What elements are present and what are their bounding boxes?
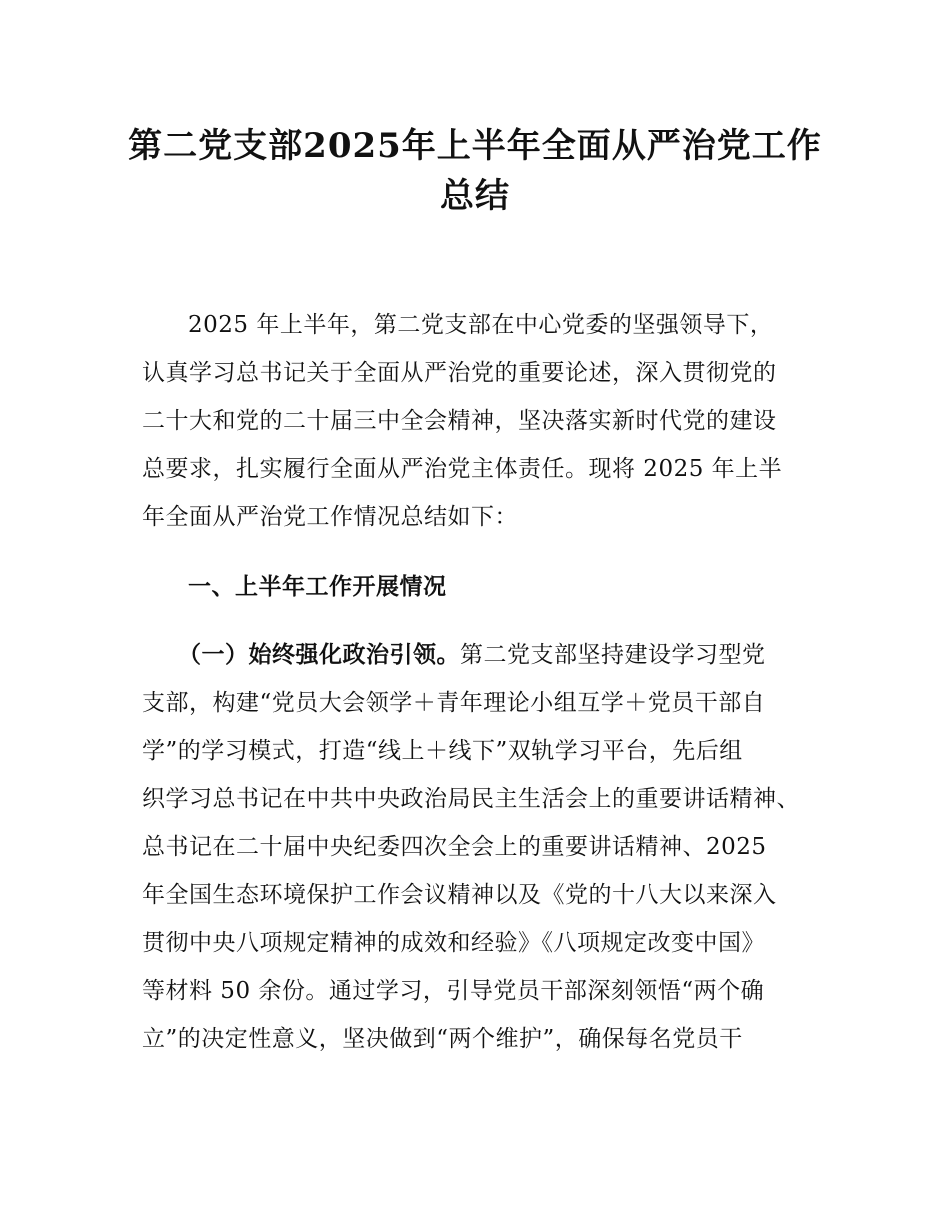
intro-line-5: 年全面从严治党工作情况总结如下： xyxy=(142,504,518,530)
intro-line-4: 总要求，扎实履行全面从严治党主体责任。现将 2025 年上半 xyxy=(142,456,783,482)
subsection-1-line-2: 支部，构建“党员大会领学＋青年理论小组互学＋党员干部自 xyxy=(142,690,766,716)
subsection-1-line-8: 等材料 50 余份。通过学习，引导党员干部深刻领悟“两个确 xyxy=(142,978,765,1004)
document-title-line-2: 总结 xyxy=(440,176,510,216)
intro-line-3: 二十大和党的二十届三中全会精神，坚决落实新时代党的建设 xyxy=(142,408,777,434)
section-1-heading: 一、上半年工作开展情况 xyxy=(188,574,447,600)
intro-line-1: 2025 年上半年，第二党支部在中心党委的坚强领导下， xyxy=(188,312,774,338)
document-title-line-1: 第二党支部2025年上半年全面从严治党工作 xyxy=(128,126,822,166)
subsection-1-line-6: 年全国生态环境保护工作会议精神以及《党的十八大以来深入 xyxy=(142,882,777,908)
subsection-1-line-7: 贯彻中央八项规定精神的成效和经验》《八项规定改变中国》 xyxy=(142,930,765,956)
subsection-1-heading: （一）始终强化政治引领。 xyxy=(178,642,460,668)
subsection-1-first-line-text: 第二党支部坚持建设学习型党 xyxy=(460,642,766,668)
subsection-1-line-9: 立”的决定性意义，坚决做到“两个维护”，确保每名党员干 xyxy=(142,1026,743,1052)
subsection-1-line-4: 织学习总书记在中共中央政治局民主生活会上的重要讲话精神、 xyxy=(142,786,800,812)
subsection-1-first-line xyxy=(178,640,766,670)
subsection-1-line-3: 学”的学习模式，打造“线上＋线下”双轨学习平台，先后组 xyxy=(142,738,743,764)
intro-line-2: 认真学习总书记关于全面从严治党的重要论述，深入贯彻党的 xyxy=(142,360,777,386)
subsection-1-line-5: 总书记在二十届中央纪委四次全会上的重要讲话精神、2025 xyxy=(142,834,767,860)
